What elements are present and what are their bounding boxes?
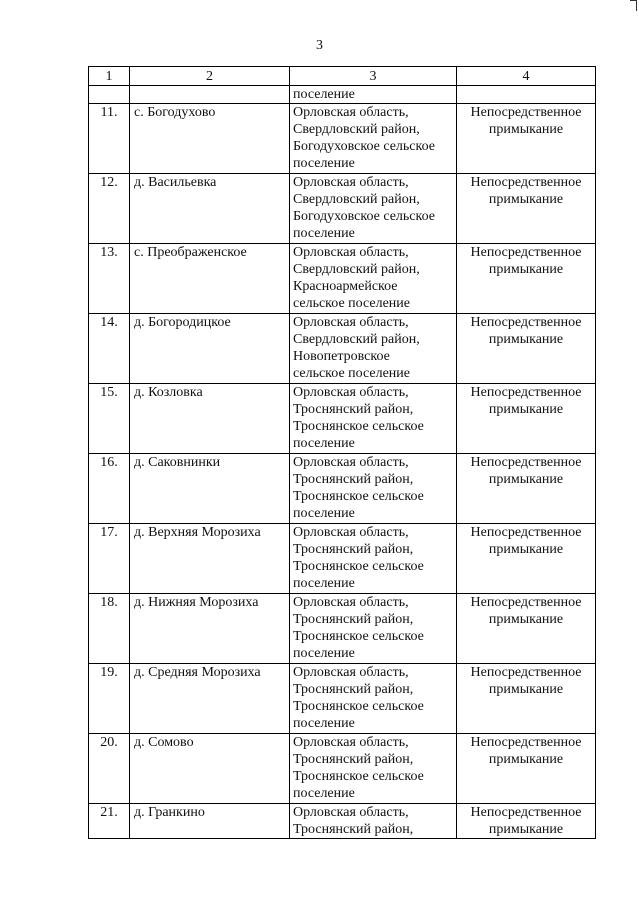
row-number: 12. [89, 174, 130, 244]
settlement-location: Орловская область, Свердловский район, Богодуховское сельское поселение [290, 174, 457, 244]
settlement-location: Орловская область, Троснянский район, Троснянское сельское поселение [290, 384, 457, 454]
table-row [89, 524, 596, 594]
adjacency-type: Непосредственное примыкание [457, 664, 596, 734]
adjacency-type: Непосредственное примыкание [457, 384, 596, 454]
settlement-location: Орловская область, Свердловский район, Красноармейское сельское поселение [290, 244, 457, 314]
table-header-row [89, 67, 596, 86]
table-row [89, 454, 596, 524]
column-header: 4 [457, 67, 596, 86]
settlement-name: д. Козловка [130, 384, 290, 454]
table-row [89, 594, 596, 664]
adjacency-type: Непосредственное примыкание [457, 314, 596, 384]
settlement-location: Орловская область, Троснянский район, Троснянское сельское поселение [290, 454, 457, 524]
adjacency-type: Непосредственное примыкание [457, 244, 596, 314]
row-number [89, 86, 130, 104]
settlement-name: д. Средняя Морозиха [130, 664, 290, 734]
table-row [89, 734, 596, 804]
row-number: 11. [89, 104, 130, 174]
settlement-location: Орловская область, Троснянский район, Троснянское сельское поселение [290, 524, 457, 594]
adjacency-type: Непосредственное примыкание [457, 594, 596, 664]
settlement-name: д. Васильевка [130, 174, 290, 244]
corner-mark [630, 0, 637, 11]
settlement-location: Орловская область, Троснянский район, [290, 804, 457, 839]
settlement-location: Орловская область, Троснянский район, Троснянское сельское поселение [290, 734, 457, 804]
adjacency-type: Непосредственное примыкание [457, 174, 596, 244]
settlement-location: Орловская область, Свердловский район, Богодуховское сельское поселение [290, 104, 457, 174]
continuation-row [89, 86, 596, 104]
settlement-location: Орловская область, Свердловский район, Новопетровское сельское поселение [290, 314, 457, 384]
table-row [89, 384, 596, 454]
settlement-name: д. Сомово [130, 734, 290, 804]
column-header: 1 [89, 67, 130, 86]
settlement-name: с. Преображенское [130, 244, 290, 314]
row-number: 14. [89, 314, 130, 384]
row-number: 17. [89, 524, 130, 594]
row-number: 13. [89, 244, 130, 314]
settlement-location: Орловская область, Троснянский район, Троснянское сельское поселение [290, 664, 457, 734]
row-number: 15. [89, 384, 130, 454]
adjacency-type: Непосредственное примыкание [457, 524, 596, 594]
adjacency-type: Непосредственное примыкание [457, 104, 596, 174]
table-row [89, 804, 596, 839]
settlement-location: Орловская область, Троснянский район, Троснянское сельское поселение [290, 594, 457, 664]
column-header: 2 [130, 67, 290, 86]
row-number: 18. [89, 594, 130, 664]
row-number: 21. [89, 804, 130, 839]
column-header: 3 [290, 67, 457, 86]
settlements-table [88, 66, 596, 839]
adjacency-type: Непосредственное примыкание [457, 454, 596, 524]
row-number: 16. [89, 454, 130, 524]
row-number: 20. [89, 734, 130, 804]
settlement-name: д. Богородицкое [130, 314, 290, 384]
table-row [89, 174, 596, 244]
table-row [89, 314, 596, 384]
table-row [89, 664, 596, 734]
table-row [89, 244, 596, 314]
settlement-name: д. Гранкино [130, 804, 290, 839]
settlement-location: поселение [290, 86, 457, 104]
adjacency-type: Непосредственное примыкание [457, 734, 596, 804]
page-number: 3 [316, 38, 323, 53]
settlement-name: с. Богодухово [130, 104, 290, 174]
row-number: 19. [89, 664, 130, 734]
settlement-name [130, 86, 290, 104]
table-row [89, 104, 596, 174]
settlement-name: д. Верхняя Морозиха [130, 524, 290, 594]
adjacency-type [457, 86, 596, 104]
adjacency-type: Непосредственное примыкание [457, 804, 596, 839]
settlement-name: д. Саковнинки [130, 454, 290, 524]
settlement-name: д. Нижняя Морозиха [130, 594, 290, 664]
